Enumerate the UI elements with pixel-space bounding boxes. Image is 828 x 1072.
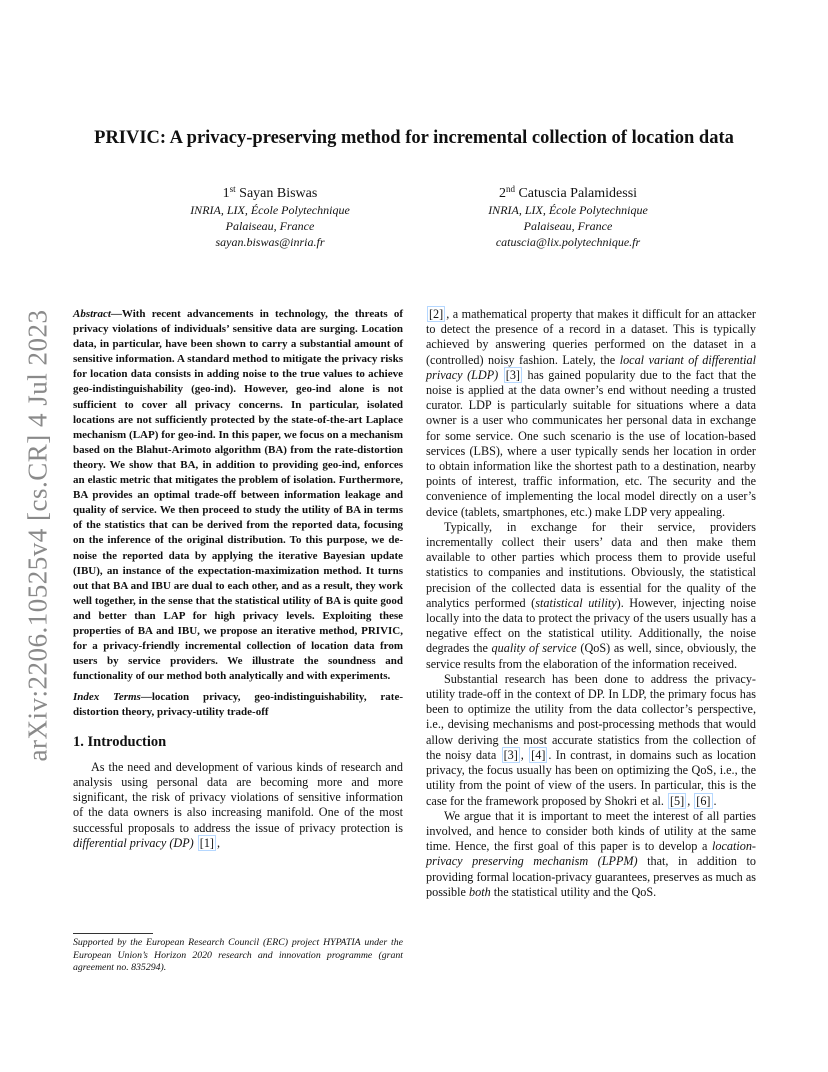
author-affiliation-2: INRIA, LIX, École Polytechnique xyxy=(488,203,648,217)
paper-title: PRIVIC: A privacy-preserving method for incremental collection of location data xyxy=(94,128,734,148)
intro-paragraph-4: We argue that it is important to meet the interest of all parties involved, and hence to consider both kinds of utility at the same time. Hence, the first goal of this paper is to develop a location-privacy preserving mechanism (LPPM) that, in addition to providing formal location-privacy guarantees, preserves as much as possible both the statistical utility and the QoS. xyxy=(426,808,756,899)
citation-link[interactable]: [3] xyxy=(503,747,518,762)
author-email-1: sayan.biswas@inria.fr xyxy=(215,235,325,249)
author-location-1: Palaiseau, France xyxy=(225,219,315,233)
arxiv-identifier xyxy=(18,300,58,770)
citation-link[interactable]: [2] xyxy=(429,307,444,321)
author-location-2: Palaiseau, France xyxy=(523,219,613,233)
citation-link[interactable]: [3] xyxy=(505,367,520,382)
author-affiliation-1: INRIA, LIX, École Polytechnique xyxy=(190,203,350,217)
index-terms-text: —location privacy, geo-indistinguishability, rate-distortion theory, privacy-utility trade-off xyxy=(73,691,403,719)
author-email-2: catuscia@lix.polytechnique.fr xyxy=(495,235,641,249)
abstract-label: Abstract xyxy=(73,308,111,320)
intro-paragraph-2: Typically, in exchange for their service, providers incrementally collect their users’ data and then make them available to other parties which process them to provide useful statistics to companies and institutions. Obviously, the statistical precision of the collected data is essential for the quality of the analytics performed (statistical utility). However, injecting noise locally into the data to protect the privacy of the users usually has a negative effect on the statistical utility. Additionally, the noise degrades the quality of service (QoS) as well, since, obviously, the service results from the elaboration of the information received. xyxy=(426,519,756,671)
citation-link[interactable]: [6] xyxy=(696,793,711,808)
intro-paragraph-3: Substantial research has been done to address the privacy-utility trade-off in the context of DP. In LDP, the primary focus has been to optimize the utility from the data collector’s perspective, i.e., devising mechanisms and post-processing methods that would allow deriving the most accurate statistics from the collection of the noisy data [3] , [4] . In contrast, in domains such as location privacy, the focus usually has been on optimizing the QoS, i.e., the utility from the point of view of the users. In particular, this is the case for the framework proposed by Shokri et al. [5] , [6] . xyxy=(426,671,757,808)
index-terms-label: Index Terms xyxy=(73,691,141,704)
author-name-2: 2nd Catuscia Palamidessi xyxy=(498,184,638,201)
author-block-2 xyxy=(448,186,688,250)
abstract-text: —With recent advancements in technology, the threats of privacy violations of individuals’ sensitive data are surging. Location data, in particular, have been shown to carry a substantial amount of sensitive information. A standard method to mitigate the privacy risks for location data consists in adding noise to the true values to achieve geo-indistinguishability (geo-ind). However, geo-ind alone is not sufficient to cover all privacy concerns. In particular, isolated locations are not sufficiently protected by the state-of-the-art Laplace mechanism (LAP) for geo-ind. In this paper, we focus on a mechanism based on the Blahut-Arimoto algorithm (BA) from the rate-distortion theory. We show that BA, in addition to providing geo-ind, enforces an elastic metric that mitigates the problem of isolation. Furthermore, BA provides an optimal trade-off between information leakage and quality of service. We then proceed to study the utility of BA in terms of the statistics that can be derived from the reported data, focusing on the inference of the original distribution. To this purpose, we de-noise the reported data by applying the iterative Bayesian update (IBU), an instance of the expectation-maximization method. It turns out that BA and IBU are dual to each other, and as a result, they work well together, in the sense that the statistical utility of BA is quite good and better than LAP for high privacy levels. Exploiting these properties of BA and IBU, we propose an iterative method, PRIVIC, for a privacy-friendly incremental collection of location data from users by service providers. We illustrate the soundness and functionality of our method both analytically and with experiments. xyxy=(73,308,403,683)
left-column xyxy=(73,307,403,851)
footnote: Supported by the European Research Council (ERC) project HYPATIA under the European Union’s Horizon 2020 research and innovation programme (grant agreement no. 835294). xyxy=(73,937,403,973)
intro-paragraph-1-cont: [2] , a mathematical property that makes it difficult for an attacker to detect the presence of a record in a dataset. This is typically achieved by answering queries performed on the dataset in a (controlled) noisy fashion. Lately, the local variant of differential privacy (LDP) [3] has gained popularity due to the fact that the noise is applied at the data owner’s end without needing a trusted curator. LDP is particularly suitable for situations where a data owner is a user who communicates her personal data in exchange for some service. One such scenario is the use of location-based services (LBS), where a user typically sends her location in order to obtain information like the shortest path to a destination, nearby points of interest, traffic information, etc. The security and the convenience of implementing the local model directly on a user’s device (tablets, smartphones, etc.) make LDP very appealing. xyxy=(426,307,756,519)
footnote-rule xyxy=(73,933,153,934)
citation-link[interactable]: [1] xyxy=(199,835,214,850)
abstract xyxy=(73,307,403,684)
right-column xyxy=(426,307,756,900)
citation-link[interactable]: [4] xyxy=(531,747,546,762)
section-heading: 1. Introduction xyxy=(73,733,167,750)
arxiv-identifier-text: arXiv:2206.10525v4 [cs.CR] 4 Jul 2023 xyxy=(22,309,53,761)
author-name-1: 1st Sayan Biswas xyxy=(222,184,318,201)
intro-paragraph-1: As the need and development of various kinds of research and analysis using personal data are becoming more and more significant, the risk of privacy violations of sensitive information of the data owners is also increasing manifold. One of the most successful proposals to address the issue of privacy protection is differential privacy (DP) [1] , xyxy=(73,759,403,850)
index-terms xyxy=(73,690,403,720)
author-block-1 xyxy=(165,186,375,250)
citation-link[interactable]: [5] xyxy=(669,793,685,808)
